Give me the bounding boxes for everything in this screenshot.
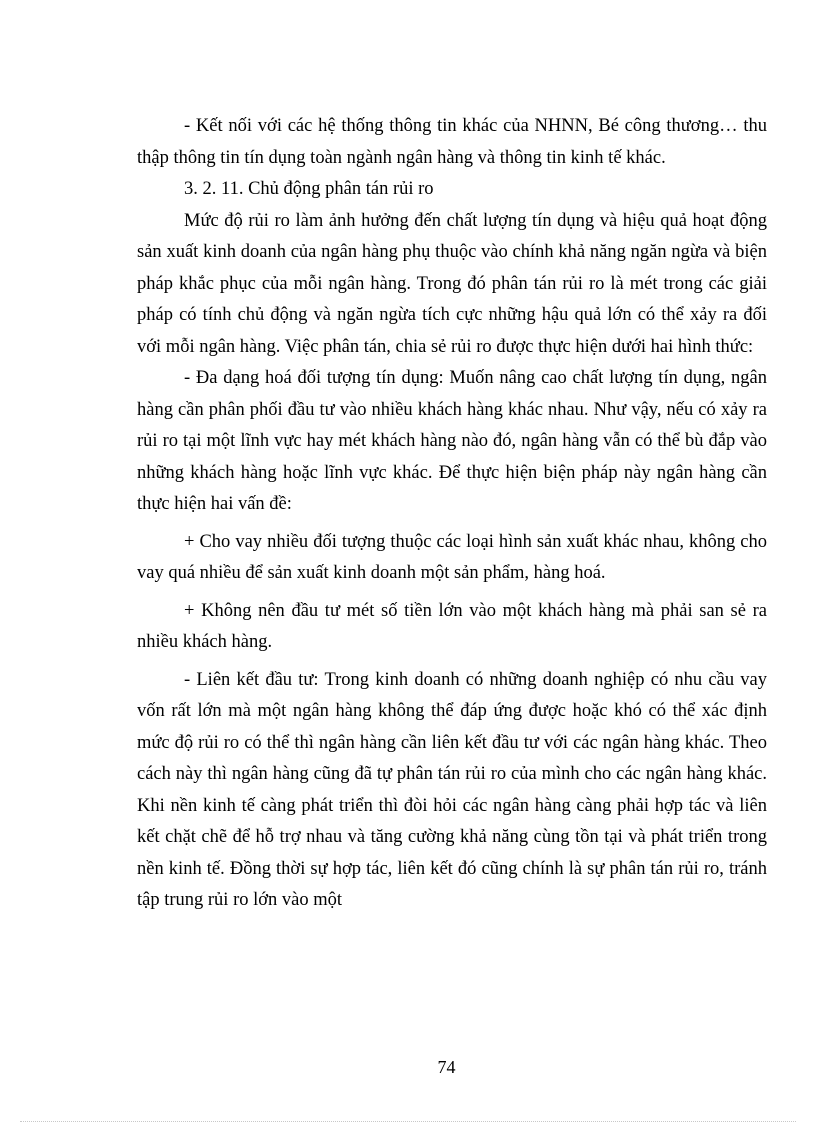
paragraph-investment-spreading: + Không nên đầu tư mét số tiền lớn vào một khách hàng mà phải san sẻ ra nhiều khách hàng. [137,600,767,652]
page-body [137,111,767,917]
page-number: 74 [437,1057,456,1077]
paragraph-credit-diversification: - Đa dạng hoá đối tượng tín dụng: Muốn nâng cao chất lượng tín dụng, ngân hàng cần phân phối đầu tư vào nhiều khách hàng khác nhau. Như vậy, nếu có xảy ra rủi ro tại một lĩnh vực hay mét khách hàng nào đó, ngân hàng vẫn có thể bù đắp vào những khách hàng hoặc lĩnh vực khác. Để thực hiện biện pháp này ngân hàng cần thực hiện hai vấn đề: [137,368,767,514]
paragraph-joint-investment: - Liên kết đầu tư: Trong kinh doanh có những doanh nghiệp có nhu cầu vay vốn rất lớn mà một ngân hàng không thể đáp ứng được hoặc khó có thể xác định mức độ rủi ro có thể thì ngân hàng cần liên kết đầu tư với các ngân hàng khác. Theo cách này thì ngân hàng cũng đã tự phân tán rủi ro của mình cho các ngân hàng khác. Khi nền kinh tế càng phát triển thì đòi hỏi các ngân hàng càng phải hợp tác và liên kết chặt chẽ để hỗ trợ nhau và tăng cường khả năng cùng tồn tại và phát triển trong nền kinh tế. Đồng thời sự hợp tác, liên kết đó cũng chính là sự phân tán rủi ro, tránh tập trung rủi ro lớn vào một [137,669,767,910]
paragraph-lending-diversity: + Cho vay nhiều đối tượng thuộc các loại hình sản xuất khác nhau, không cho vay quá nhiều để sản xuất kinh doanh một sản phẩm, hàng hoá. [137,531,767,583]
paragraph-information-systems: - Kết nối với các hệ thống thông tin khác của NHNN, Bé công thương… thu thập thông tin tín dụng toàn ngành ngân hàng và thông tin kinh tế khác. [137,116,767,168]
section-heading-risk-diversification: 3. 2. 11. Chủ động phân tán rủi ro [184,179,434,199]
paragraph-risk-level: Mức độ rủi ro làm ảnh hưởng đến chất lượng tín dụng và hiệu quả hoạt động sản xuất kinh doanh của ngân hàng phụ thuộc vào chính khả năng ngăn ngừa và biện pháp khắc phục của mỗi ngân hàng. Trong đó phân tán rủi ro là mét trong các giải pháp có tính chủ động và ngăn ngừa tích cực những hậu quả lớn có thể xảy ra đối với mỗi ngân hàng. Việc phân tán, chia sẻ rủi ro được thực hiện dưới hai hình thức: [137,210,767,357]
page-bottom-rule [20,1121,796,1122]
